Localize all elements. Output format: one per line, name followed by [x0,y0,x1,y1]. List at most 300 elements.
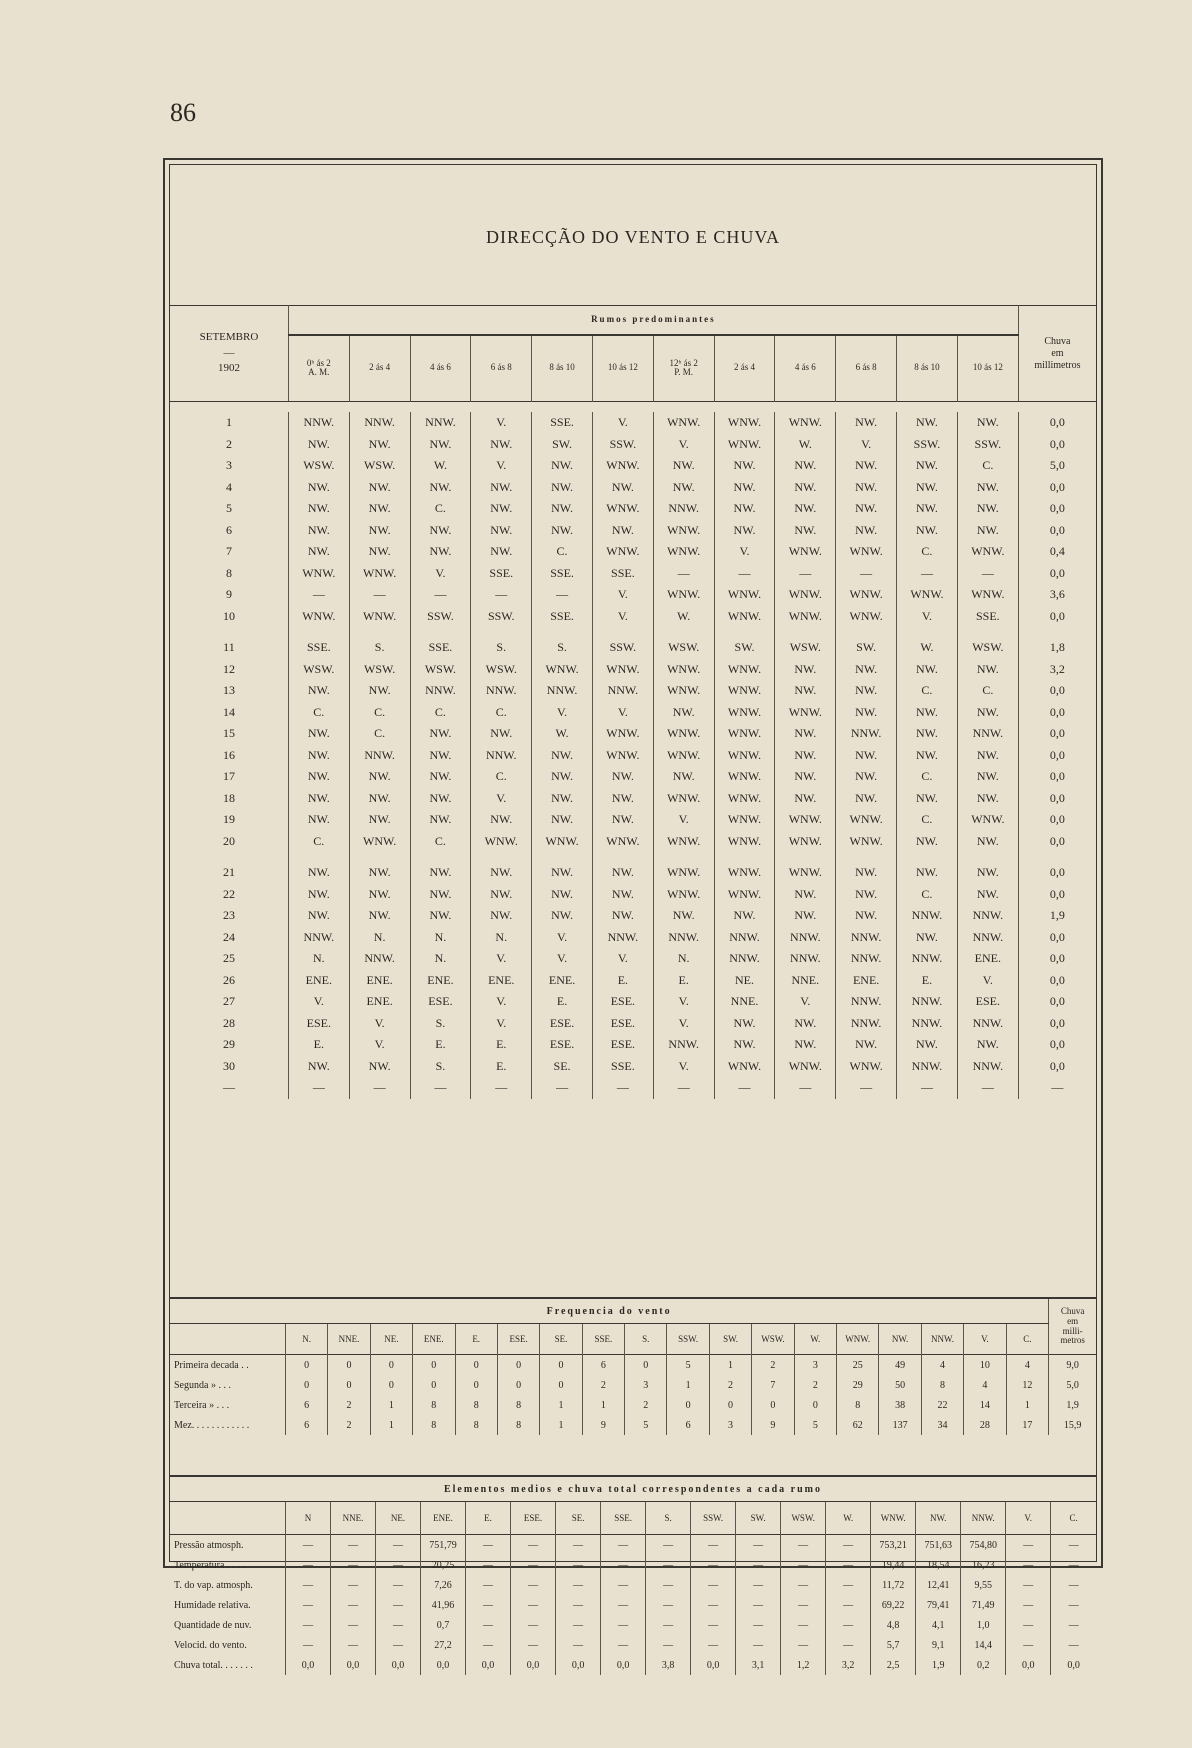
table-row [170,680,1096,702]
frequency-cell: 22 [921,1395,963,1415]
direction-cell: S. [349,637,410,659]
direction-cell: NW. [349,766,410,788]
table-row [170,862,1096,884]
element-cell: — [646,1595,691,1615]
element-cell: — [601,1555,646,1575]
table-row [170,788,1096,810]
frequency-column-header: NW. [879,1324,921,1355]
elements-body [170,1535,1096,1676]
element-cell: — [330,1635,375,1655]
direction-cell: NW. [592,477,653,499]
direction-cell: — [471,584,532,606]
direction-cell: NW. [471,809,532,831]
direction-cell: ENE. [288,970,349,992]
day-cell: 17 [222,769,235,784]
day-cell: 13 [222,683,235,698]
element-cell: — [376,1575,421,1595]
element-cell: — [781,1615,826,1635]
rain-cell: 0,0 [1018,723,1096,745]
direction-cell: S. [471,637,532,659]
element-cell: — [1051,1615,1096,1635]
element-cell: 18,54 [916,1555,961,1575]
direction-cell: NW. [471,520,532,542]
element-cell: — [646,1635,691,1655]
direction-cell: WNW. [349,563,410,585]
frequency-cell: 8 [455,1415,497,1435]
direction-cell: NW. [349,809,410,831]
element-cell: 754,80 [961,1535,1006,1556]
frequency-cell: 2 [582,1375,624,1395]
direction-cell: SSW. [592,637,653,659]
row-label: Primeira decada . . [174,1359,249,1371]
hour-range: 12ʰ ás 2 [669,357,698,368]
rain-cell: 1,8 [1018,637,1096,659]
direction-cell: — [957,563,1018,585]
day-cell: 25 [222,951,235,966]
direction-cell: NNW. [288,412,349,434]
hour-header [775,335,836,402]
direction-cell: NNW. [471,745,532,767]
elements-column-header: WNW. [871,1502,916,1535]
direction-cell: V. [471,1013,532,1035]
element-cell: 0,7 [421,1615,466,1635]
element-cell: 20,25 [421,1555,466,1575]
direction-cell: NW. [957,766,1018,788]
direction-cell: NNW. [957,1013,1018,1035]
direction-cell: NW. [349,520,410,542]
direction-cell: NNW. [897,905,958,927]
direction-cell: — [288,584,349,606]
element-cell: 3,1 [736,1655,781,1675]
element-cell: — [1006,1575,1051,1595]
am-label: A. M. [308,367,330,378]
closing-dash-cell: — [897,1077,958,1099]
element-cell: 11,72 [871,1575,916,1595]
direction-cell: C. [410,702,471,724]
element-cell: — [511,1635,556,1655]
rain-cell: 0,0 [1018,477,1096,499]
direction-cell: NNW. [775,927,836,949]
direction-cell: NW. [836,659,897,681]
element-cell: — [736,1635,781,1655]
direction-cell: NW. [714,1013,775,1035]
element-cell: 0,0 [330,1655,375,1675]
direction-cell: V. [471,788,532,810]
direction-cell: V. [592,948,653,970]
direction-cell: V. [592,412,653,434]
direction-cell: NW. [592,788,653,810]
direction-cell: NW. [532,477,593,499]
direction-cell: ESE. [532,1034,593,1056]
direction-cell: WNW. [653,412,714,434]
hour-header [410,335,471,402]
direction-cell: NW. [410,477,471,499]
frequency-cell: 9 [752,1415,794,1435]
table-row [170,563,1096,585]
element-cell: 19,44 [871,1555,916,1575]
frequency-cell: 1 [370,1415,412,1435]
direction-cell: SW. [532,434,593,456]
day-cell: 14 [222,704,235,719]
direction-cell: WNW. [714,723,775,745]
row-label: Chuva total. . . . . . . [174,1659,253,1671]
direction-cell: NW. [288,477,349,499]
frequency-cell: 8 [921,1375,963,1395]
elements-column-header: ENE. [421,1502,466,1535]
closing-dash-cell: — [222,1080,235,1095]
direction-cell: WNW. [775,862,836,884]
direction-cell: WNW. [714,831,775,853]
direction-cell: NNW. [592,927,653,949]
direction-cell: NW. [957,498,1018,520]
spacer-row [170,402,1096,413]
decade-gap [170,627,1096,637]
direction-cell: NW. [836,1034,897,1056]
element-cell: 3,8 [646,1655,691,1675]
direction-cell: WNW. [714,606,775,628]
frequency-label-header [170,1324,285,1355]
direction-cell: WNW. [714,745,775,767]
element-cell: 0,0 [556,1655,601,1675]
direction-cell: NW. [897,927,958,949]
frequency-cell: 1 [667,1375,709,1395]
element-cell: 0,0 [1006,1655,1051,1675]
element-cell: — [466,1595,511,1615]
frequency-cell: 14 [964,1395,1006,1415]
table-row [170,1535,1096,1556]
element-cell: — [1006,1555,1051,1575]
direction-cell: WNW. [836,541,897,563]
direction-cell: E. [471,1034,532,1056]
element-cell: — [511,1575,556,1595]
row-label: Mez. . . . . . . . . . . . [174,1419,250,1431]
direction-cell: V. [532,702,593,724]
direction-cell: NW. [410,434,471,456]
element-cell: — [691,1595,736,1615]
rain-header-line-1: Chuva [1044,335,1071,347]
direction-cell: WSW. [653,637,714,659]
direction-cell: NW. [836,520,897,542]
direction-cell: NW. [288,498,349,520]
row-label: Pressão atmosph. [174,1539,244,1551]
direction-cell: NW. [592,905,653,927]
direction-cell: NNW. [532,680,593,702]
freq-rain-line-4: metros [1060,1335,1085,1346]
wind-direction-body [170,402,1096,1099]
element-cell: — [1006,1615,1051,1635]
frequency-cell: 3 [794,1355,836,1376]
direction-cell: WNW. [653,862,714,884]
direction-cell: WNW. [349,831,410,853]
frequency-column-header: V. [964,1324,1006,1355]
element-cell: 1,0 [961,1615,1006,1635]
element-cell: — [736,1555,781,1575]
table-row [170,1615,1096,1635]
frequency-cell: 0 [285,1375,327,1395]
direction-cell: NNW. [714,927,775,949]
direction-cell: NW. [957,862,1018,884]
day-cell: 26 [222,972,235,987]
direction-cell: WNW. [349,606,410,628]
element-cell: 0,2 [961,1655,1006,1675]
direction-cell: ENE. [471,970,532,992]
hour-range: 2 ás 4 [734,362,755,373]
table-row [170,884,1096,906]
elements-column-header: SSW. [691,1502,736,1535]
direction-cell: NW. [592,809,653,831]
direction-cell: NW. [897,520,958,542]
frequency-cell: 50 [879,1375,921,1395]
element-cell: — [285,1575,330,1595]
frequency-cell: 10 [964,1355,1006,1376]
element-cell: 16,23 [961,1555,1006,1575]
table-row [170,637,1096,659]
direction-cell: NW. [410,905,471,927]
direction-cell: NW. [288,766,349,788]
frequency-cell: 12 [1006,1375,1049,1395]
direction-cell: ESE. [592,991,653,1013]
direction-cell: NW. [349,905,410,927]
frequency-cell: 17 [1006,1415,1049,1435]
element-cell: — [511,1535,556,1556]
element-cell: — [285,1535,330,1556]
element-cell: 79,41 [916,1595,961,1615]
elements-column-header: W. [826,1502,871,1535]
direction-cell: NW. [897,862,958,884]
direction-cell: C. [897,809,958,831]
direction-cell: NNW. [653,1034,714,1056]
frequency-column-header: W. [794,1324,836,1355]
direction-cell: SSE. [288,637,349,659]
table-row [170,412,1096,434]
direction-cell: NW. [775,905,836,927]
direction-cell: NNW. [714,948,775,970]
frequency-body [170,1355,1096,1436]
elements-column-header: SE. [556,1502,601,1535]
rain-cell: 0,0 [1018,680,1096,702]
direction-cell: NW. [775,1034,836,1056]
element-cell: — [736,1535,781,1556]
direction-cell: NW. [836,702,897,724]
row-label: Humidade relativa. [174,1599,251,1611]
elements-column-header: V. [1006,1502,1051,1535]
day-cell: 4 [225,479,232,494]
element-cell: — [691,1615,736,1635]
table-row [170,991,1096,1013]
hour-header [592,335,653,402]
frequency-cell: 2 [709,1375,751,1395]
direction-cell: NW. [349,1056,410,1078]
direction-cell: V. [471,948,532,970]
direction-cell: NNW. [410,680,471,702]
frequency-cell: 28 [964,1415,1006,1435]
direction-cell: NW. [471,541,532,563]
row-label: Terceira » . . . [174,1399,230,1411]
element-cell: — [781,1595,826,1615]
direction-cell: NW. [288,723,349,745]
element-cell: — [781,1635,826,1655]
direction-cell: WNW. [532,659,593,681]
direction-cell: NNW. [592,680,653,702]
direction-cell: ENE. [349,970,410,992]
direction-cell: — [532,584,593,606]
direction-cell: NW. [714,455,775,477]
direction-cell: NW. [288,905,349,927]
frequency-cell: 2 [328,1395,370,1415]
elements-column-header: NW. [916,1502,961,1535]
direction-cell: N. [349,927,410,949]
direction-cell: WNW. [714,862,775,884]
direction-cell: SSW. [897,434,958,456]
frequency-cell: 15,9 [1049,1415,1096,1435]
rain-cell: 0,0 [1018,702,1096,724]
frequency-column-header: SSE. [582,1324,624,1355]
direction-cell: C. [349,702,410,724]
direction-cell: SSE. [471,563,532,585]
freq-rain-line-2: em [1067,1315,1079,1326]
direction-cell: NW. [836,680,897,702]
elements-column-header: N [285,1502,330,1535]
direction-cell: NW. [592,884,653,906]
element-cell: — [285,1555,330,1575]
direction-cell: NW. [897,723,958,745]
direction-cell: NW. [775,498,836,520]
element-cell: — [376,1635,421,1655]
direction-cell: V. [897,606,958,628]
element-cell: — [1006,1535,1051,1556]
direction-cell: NW. [836,477,897,499]
elements-column-header: S. [646,1502,691,1535]
direction-cell: C. [410,831,471,853]
direction-cell: V. [653,809,714,831]
rain-cell: 0,0 [1018,606,1096,628]
direction-cell: NNW. [349,412,410,434]
direction-cell: NW. [410,809,471,831]
element-cell: 0,0 [466,1655,511,1675]
element-cell: — [691,1535,736,1556]
direction-cell: WNW. [653,745,714,767]
hour-range: 4 ás 6 [429,362,451,373]
direction-cell: NNW. [653,927,714,949]
direction-cell: WNW. [288,563,349,585]
direction-cell: ESE. [957,991,1018,1013]
elements-table [170,1477,1096,1675]
frequency-cell: 8 [413,1415,455,1435]
frequency-cell: 38 [879,1395,921,1415]
direction-cell: NW. [349,434,410,456]
rain-cell: 0,0 [1018,745,1096,767]
direction-cell: SSW. [957,434,1018,456]
direction-cell: NNW. [836,723,897,745]
hour-header [288,335,349,402]
direction-cell: NW. [957,659,1018,681]
direction-cell: WNW. [653,541,714,563]
rain-cell: 0,0 [1018,809,1096,831]
direction-cell: NNW. [410,412,471,434]
frequency-cell: 0 [540,1355,582,1376]
frequency-column-header: WSW. [752,1324,794,1355]
element-cell: 1,2 [781,1655,826,1675]
rain-cell: 0,0 [1018,520,1096,542]
direction-cell: WNW. [592,498,653,520]
day-cell: 20 [222,833,235,848]
direction-cell: W. [532,723,593,745]
hour-range: 2 ás 4 [369,362,391,373]
direction-cell: NW. [897,788,958,810]
frequency-column-header: S. [625,1324,667,1355]
hour-range: 8 ás 10 [549,362,575,373]
direction-cell: ENE. [957,948,1018,970]
hour-header [714,335,775,402]
table-row [170,1635,1096,1655]
frequency-cell: 6 [667,1415,709,1435]
frequency-cell: 1 [370,1395,412,1415]
direction-cell: SSE. [410,637,471,659]
direction-cell: NW. [775,788,836,810]
direction-cell: WNW. [592,723,653,745]
rain-cell: 0,0 [1018,927,1096,949]
direction-cell: C. [897,541,958,563]
elements-section [170,1475,1096,1675]
table-row [170,1555,1096,1575]
frequency-cell: 1 [540,1395,582,1415]
element-cell: 753,21 [871,1535,916,1556]
direction-cell: V. [410,563,471,585]
direction-cell: V. [532,927,593,949]
direction-cell: NW. [410,520,471,542]
direction-cell: NW. [653,702,714,724]
direction-cell: NW. [288,434,349,456]
direction-cell: WNW. [592,745,653,767]
direction-cell: WNW. [653,680,714,702]
direction-cell: ENE. [532,970,593,992]
table-row [170,970,1096,992]
direction-cell: V. [653,434,714,456]
direction-cell: WNW. [775,584,836,606]
row-label: T. do vap. atmosph. [174,1579,253,1591]
direction-cell: V. [714,541,775,563]
closing-dash-cell: — [349,1077,410,1099]
direction-cell: NNW. [653,498,714,520]
frequency-cell: 29 [837,1375,879,1395]
direction-cell: NNW. [349,948,410,970]
element-cell: 2,5 [871,1655,916,1675]
element-cell: — [556,1615,601,1635]
direction-cell: W. [653,606,714,628]
direction-cell: NNW. [957,723,1018,745]
direction-cell: NW. [349,477,410,499]
direction-cell: NW. [897,745,958,767]
year-label: 1902 [217,362,240,375]
direction-cell: NW. [775,745,836,767]
direction-cell: NNW. [836,927,897,949]
direction-cell: ESE. [592,1034,653,1056]
element-cell: — [601,1575,646,1595]
direction-cell: SSE. [532,563,593,585]
direction-cell: V. [349,1013,410,1035]
direction-cell: NW. [532,766,593,788]
direction-cell: WNW. [714,809,775,831]
direction-cell: NNW. [957,927,1018,949]
element-cell: 751,63 [916,1535,961,1556]
element-cell: — [826,1615,871,1635]
frequency-band-header: Frequencia do vento [170,1299,1049,1324]
frequency-cell: 5,0 [1049,1375,1096,1395]
element-cell: — [1006,1595,1051,1615]
closing-dash-cell: — [1018,1077,1096,1099]
table-row [170,520,1096,542]
day-cell: 29 [222,1037,235,1052]
